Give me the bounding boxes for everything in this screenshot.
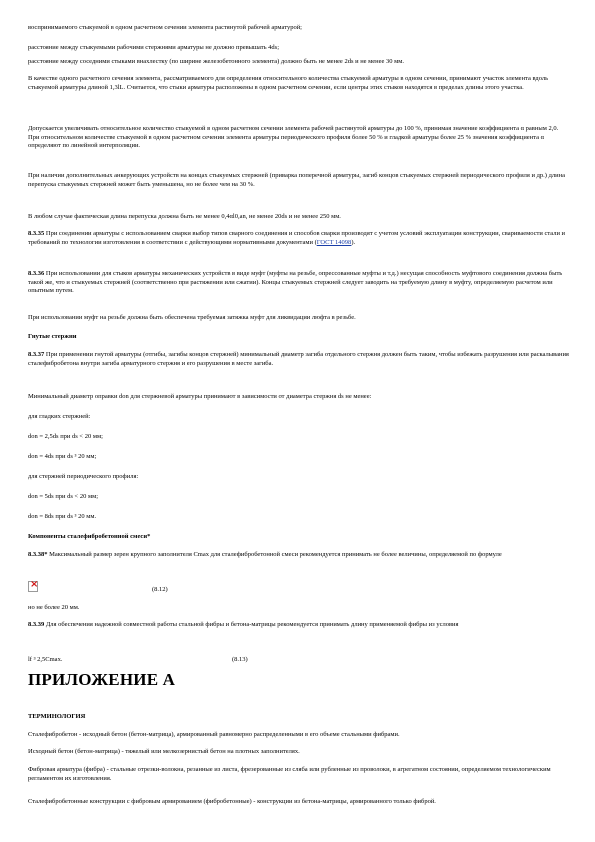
clause-number: 8.3.35: [28, 230, 45, 237]
paragraph: воспринимаемого стыкуемой в одном расчетном сечении элемента растянутой рабочей арматурой;: [28, 24, 302, 31]
formula-line: don = 2,5ds при ds < 20 мм;: [28, 433, 103, 440]
gost-link[interactable]: ГОСТ 14098: [316, 238, 352, 246]
term-definition: Сталефибробетонные конструкции с фибровым армированием (фибробетонные) - конструкции из бетона-матрицы, армированного только фиброй.: [28, 798, 436, 805]
clause-number: 8.3.36: [28, 270, 45, 277]
term-definition: Исходный бетон (бетон-матрица) - тяжелый или мелкозернистый бетон на плотных заполнителях.: [28, 748, 300, 755]
paragraph: но не более 20 мм.: [28, 604, 80, 611]
term-definition: Фибровая арматура (фибра) - стальные отрезки-волокна, резанные из листа, фрезерованные из сляба или рубленные из проволоки, в агрегатном состоянии, определяемом технологическим регламентом их изготовления.: [28, 766, 551, 782]
clause-8-3-35: [28, 230, 571, 247]
paragraph: для стержней периодического профиля:: [28, 473, 139, 480]
clause-text-end: ).: [351, 238, 356, 246]
paragraph: Допускается увеличивать относительное количество стыкуемой в одном расчетном сечении элемента рабочей растянутой арматуры до 100 %, принимая значение коэффициента α равным 2,0. При относительном количестве стыкуемой в одном расчетном сечении элемента арматуры периодического профиля более 50 % и гладкой арматуры более 25 % значения коэффициента α определяют по линейной интерполяции.: [28, 125, 559, 150]
formula-line: don = 4ds при ds ³ 20 мм;: [28, 453, 97, 460]
clause-8-3-36: [28, 270, 571, 296]
paragraph: для гладких стержней:: [28, 413, 91, 420]
clause-8-3-37: [28, 351, 571, 368]
paragraph: При использовании муфт на резьбе должна быть обеспечена требуемая затяжка муфт для ликвидации люфта в резьбе.: [28, 314, 356, 321]
clause-8-3-38: [28, 551, 571, 560]
paragraph: В качестве одного расчетного сечения элемента, рассматриваемого для определения относительного количества стыкуемой арматуры в одном сечении, принимают участок элемента вдоль стыкуемой арматуры длиной 1,3lL. Считается, что стыки арматуры расположены в одном расчетном сечении, если центры этих стыков находятся в пределах длины этого участка.: [28, 75, 549, 91]
term-definition: Сталефибробетон - исходный бетон (бетон-матрица), армированный равномерно распределенными в его объеме стальными фибрами.: [28, 731, 400, 738]
clause-text: При соединении арматуры с использованием сварки выбор типов сварного соединения и способов сварки производят с учетом условий эксплуатации конструкции, свариваемости стали и требований по технологии изготовления в соответствии с действующими нормативными документами (: [28, 230, 566, 246]
clause-text: Максимальный размер зерен крупного заполнителя Сmax для сталефибробетонной смеси рекомендуется принимать не более величины, определяемой по формуле: [47, 551, 502, 558]
clause-text: При применении гнутой арматуры (отгибы, загибы концов стержней) минимальный диаметр загиба отдельного стержня должен быть таким, чтобы избежать разрушения или раскалывания сталефибробетона внутри загиба арматурного стержня и его разрушения в месте загиба.: [28, 351, 569, 367]
paragraph: расстояние между соседними стыками внахлестку (по ширине железобетонного элемента) должно быть не менее 2ds и не менее 30 мм.: [28, 58, 405, 65]
clause-text: Для обеспечения надежной совместной работы стальной фибры и бетона-матрицы рекомендуется принимать длину применяемой фибры из условия: [44, 621, 459, 628]
paragraph: расстояние между стыкуемыми рабочими стержнями арматуры не должно превышать 4ds;: [28, 44, 279, 51]
paragraph: При наличии дополнительных анкерующих устройств на концах стыкуемых стержней (приварка поперечной арматуры, загиб концов стыкуемых стержней периодического профиля и др.) длина перепуска стыкуемых стержней может быть уменьшена, но не более чем на 30 %.: [28, 172, 565, 188]
formula-line: lf ³ 2,5Cmax.: [28, 656, 63, 663]
equation-number: (8.13): [232, 656, 248, 663]
broken-image-icon: [28, 581, 38, 592]
equation-number: (8.12): [152, 586, 168, 593]
appendix-title: ПРИЛОЖЕНИЕ А: [28, 670, 176, 689]
paragraph: Минимальный диаметр оправки don для стержневой арматуры принимают в зависимости от диаметра стержня ds не менее:: [28, 393, 372, 400]
formula-line: don = 8ds при ds ³ 20 мм.: [28, 513, 97, 520]
clause-number: 8.3.38*: [28, 551, 48, 558]
clause-8-3-39: [28, 621, 571, 630]
clause-number: 8.3.37: [28, 351, 45, 358]
section-heading: Компоненты сталефибробетонной смеси*: [28, 533, 151, 540]
clause-number: 8.3.39: [28, 621, 45, 628]
formula-line: don = 5ds при ds < 20 мм;: [28, 493, 99, 500]
clause-text: При использовании для стыков арматуры механических устройств в виде муфт (муфты на резьбе, опрессованные муфты и т.д.) несущая способность муфтового соединения должна быть такой же, что и стыкуемых стержней (соответственно при растяжении или сжатии). Концы стыкуемых стержней следует заводить на требуемую длину в муфту, определяемую расчетом или опытным путем.: [28, 270, 563, 295]
paragraph: В любом случае фактическая длина перепуска должна быть не менее 0,4αl0,an, не менее 20ds и не менее 250 мм.: [28, 213, 341, 220]
section-heading: ТЕРМИНОЛОГИЯ: [28, 713, 86, 720]
section-heading: Гнутые стержни: [28, 333, 77, 340]
